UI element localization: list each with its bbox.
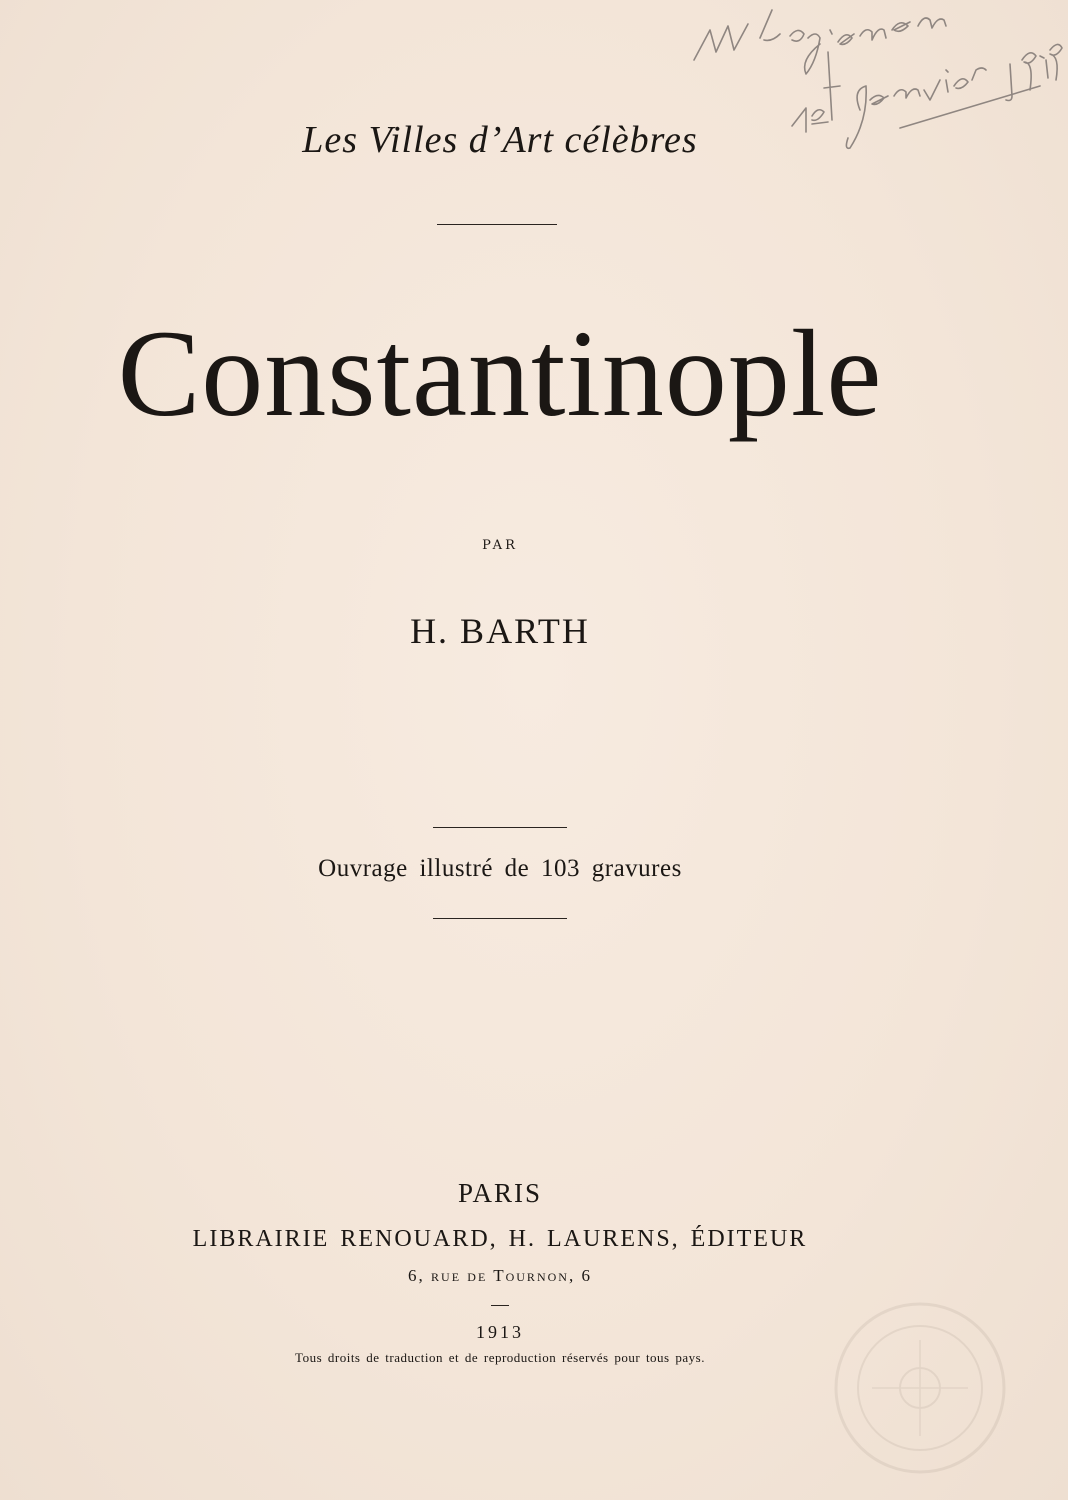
main-title: Constantinople: [117, 305, 883, 442]
divider-top: [437, 224, 557, 225]
divider-imprint: [491, 1305, 509, 1306]
imprint-year: 1913: [476, 1322, 524, 1342]
library-stamp: [832, 1300, 1008, 1476]
imprint-city: PARIS: [457, 1178, 543, 1208]
rights-notice: Tous droits de traduction et de reproduction réservés pour tous pays.: [295, 1350, 705, 1365]
by-label: PAR: [482, 538, 518, 553]
divider-illustration-bottom: [433, 918, 567, 919]
imprint-publisher: LIBRAIRIE RENOUARD, H. LAURENS, ÉDITEUR: [192, 1226, 808, 1252]
divider-illustration-top: [433, 827, 567, 828]
author-name: H. BARTH: [410, 611, 590, 651]
imprint-address: 6, rue de Tournon, 6: [408, 1266, 592, 1285]
series-title: Les Villes d’Art célèbres: [302, 119, 698, 161]
illustration-note: Ouvrage illustré de 103 gravures: [318, 855, 682, 882]
